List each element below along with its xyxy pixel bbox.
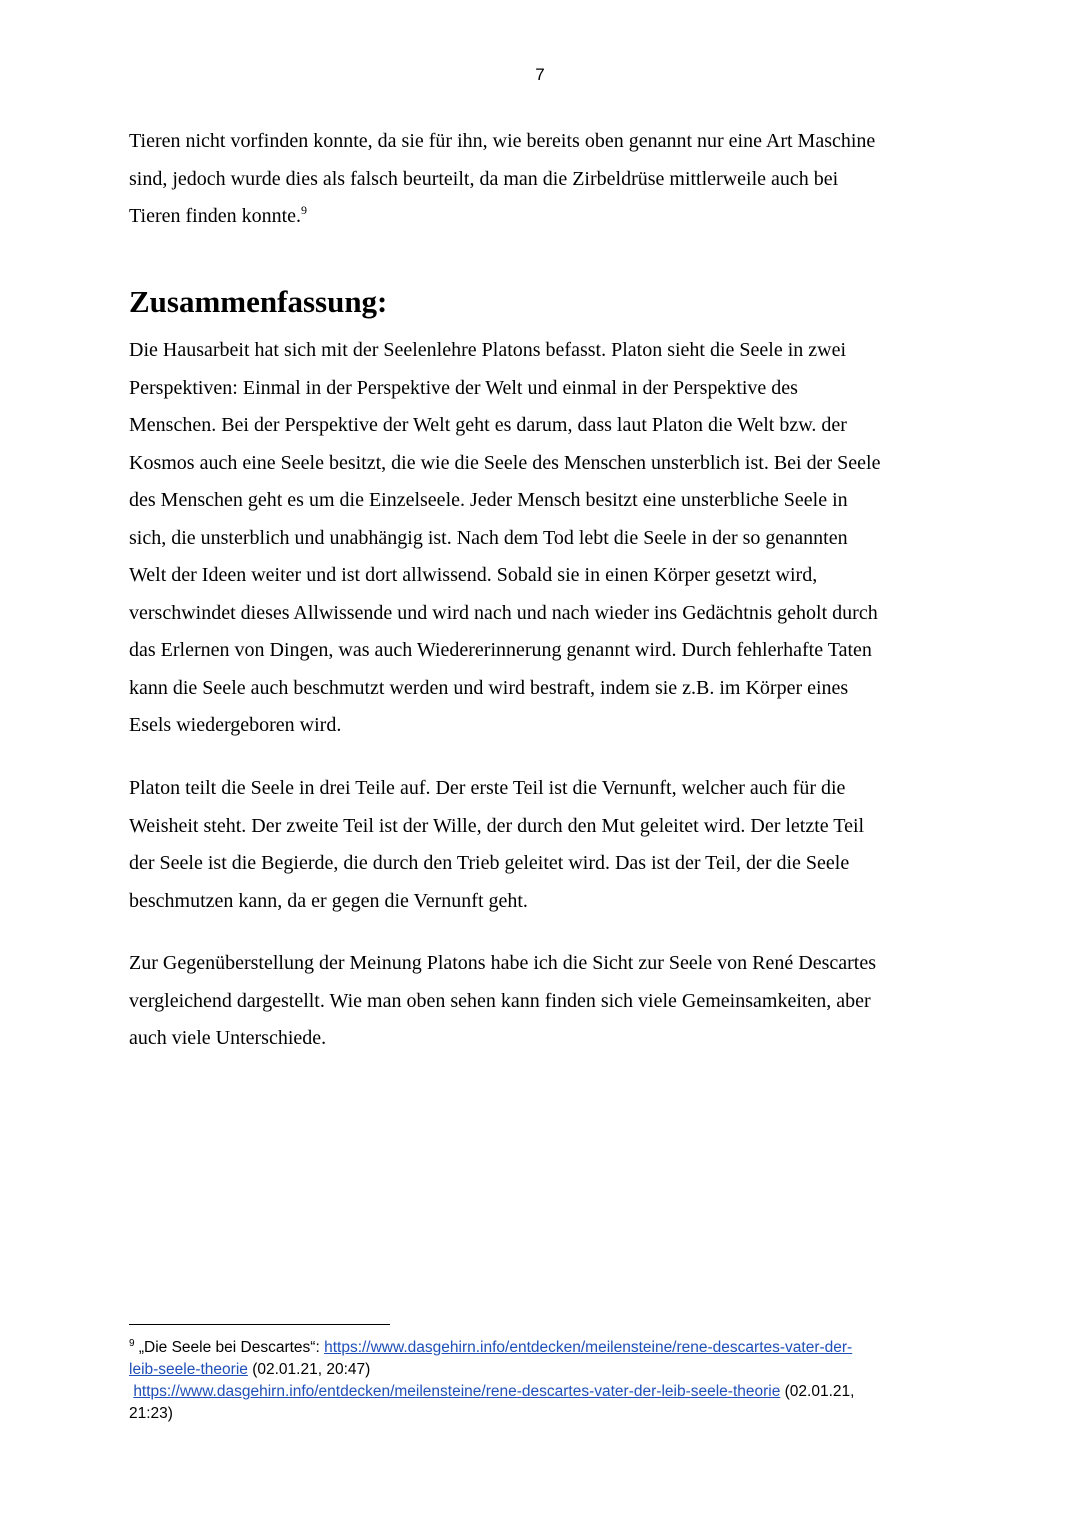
summary-p2-line-4: beschmutzen kann, da er gegen die Vernunft geht. xyxy=(129,889,528,912)
summary-p2-line-1: Platon teilt die Seele in drei Teile auf. Der erste Teil ist die Vernunft, welcher auch für die xyxy=(129,777,846,799)
intro-line-3-text: Tieren finden konnte. xyxy=(129,205,302,227)
summary-p1-line-3: Menschen. Bei der Perspektive der Welt geht es darum, dass laut Platon die Welt bzw. der xyxy=(129,414,847,436)
summary-p3-line-2: vergleichend dargestellt. Wie man oben sehen kann finden sich viele Gemeinsamkeiten, aber xyxy=(129,989,871,1012)
footnote-line-3 xyxy=(129,1381,959,1403)
footnote-date-2: (02.01.21, xyxy=(780,1383,855,1400)
summary-paragraph-1 xyxy=(129,332,969,745)
footnote-number: 9 xyxy=(129,1338,135,1349)
footnote-line-1 xyxy=(129,1337,959,1359)
footnote-line-4: 21:23) xyxy=(129,1405,173,1422)
summary-p1-line-4: Kosmos auch eine Seele besitzt, die wie die Seele des Menschen unsterblich ist. Bei der Seele xyxy=(129,451,881,474)
footnote-9 xyxy=(129,1337,959,1425)
intro-paragraph xyxy=(129,123,969,236)
intro-line-2: sind, jedoch wurde dies als falsch beurteilt, da man die Zirbeldrüse mittlerweile auch bei xyxy=(129,167,839,190)
footnote-line-2 xyxy=(129,1359,959,1381)
summary-p2-line-3: der Seele ist die Begierde, die durch den Trieb geleitet wird. Das ist der Teil, der die Seele xyxy=(129,852,850,874)
summary-p2-line-2: Weisheit steht. Der zweite Teil ist der Wille, der durch den Mut geleitet wird. Der letzte Teil xyxy=(129,814,865,837)
intro-line-3 xyxy=(129,198,969,236)
summary-p1-line-11: Esels wiedergeboren wird. xyxy=(129,714,342,736)
summary-p1-line-10: kann die Seele auch beschmutzt werden und wird bestraft, indem sie z.B. im Körper eines xyxy=(129,676,849,699)
summary-paragraph-2 xyxy=(129,770,969,920)
footnote-link-1-continued[interactable]: leib-seele-theorie xyxy=(129,1361,248,1378)
footnote-link-2[interactable]: https://www.dasgehirn.info/entdecken/meilensteine/rene-descartes-vater-der-leib-seele-theorie xyxy=(133,1383,781,1400)
summary-p1-line-5: des Menschen geht es um die Einzelseele. Jeder Mensch besitzt eine unsterbliche Seele in xyxy=(129,489,848,511)
intro-line-1: Tieren nicht vorfinden konnte, da sie für ihn, wie bereits oben genannt nur eine Art Maschine xyxy=(129,130,876,152)
page-number: 7 xyxy=(535,65,545,84)
footnote-reference[interactable]: 9 xyxy=(301,203,308,217)
summary-p1-line-7: Welt der Ideen weiter und ist dort allwissend. Sobald sie in einen Körper gesetzt wird, xyxy=(129,564,818,586)
summary-paragraph-3 xyxy=(129,945,969,1058)
summary-p1-line-1: Die Hausarbeit hat sich mit der Seelenlehre Platons befasst. Platon sieht die Seele in zwei xyxy=(129,339,847,361)
footnote-date-1: (02.01.21, 20:47) xyxy=(247,1361,371,1378)
footnote-separator xyxy=(129,1324,390,1325)
summary-p1-line-9: das Erlernen von Dingen, was auch Wiedererinnerung genannt wird. Durch fehlerhafte Taten xyxy=(129,639,872,661)
footnote-link-1[interactable]: https://www.dasgehirn.info/entdecken/meilensteine/rene-descartes-vater-der- xyxy=(324,1339,853,1356)
summary-p3-line-1: Zur Gegenüberstellung der Meinung Platons habe ich die Sicht zur Seele von René Descartes xyxy=(129,952,877,974)
summary-p1-line-8: verschwindet dieses Allwissende und wird nach und nach wieder ins Gedächtnis geholt durch xyxy=(129,601,878,624)
summary-p3-line-3: auch viele Unterschiede. xyxy=(129,1027,327,1049)
summary-heading: Zusammenfassung: xyxy=(129,284,388,319)
summary-p1-line-2: Perspektiven: Einmal in der Perspektive der Welt und einmal in der Perspektive des xyxy=(129,376,798,399)
footnote-title: „Die Seele bei Descartes“: xyxy=(134,1339,325,1356)
summary-p1-line-6: sich, die unsterblich und unabhängig ist. Nach dem Tod lebt die Seele in der so genannten xyxy=(129,526,848,549)
